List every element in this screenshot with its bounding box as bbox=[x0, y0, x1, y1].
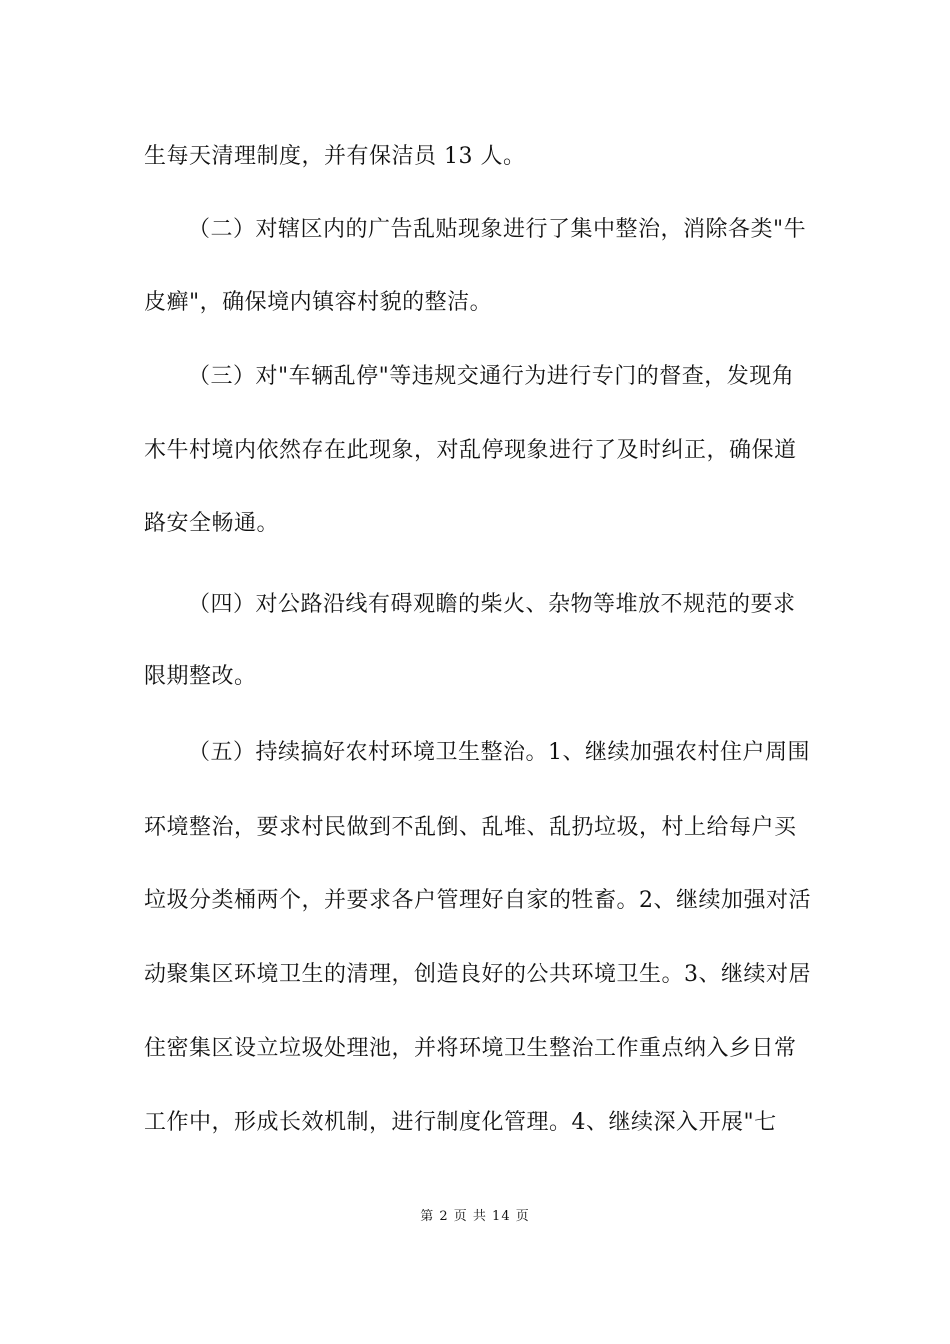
paragraph-2-line-1: （二）对辖区内的广告乱贴现象进行了集中整治，消除各类"牛 bbox=[188, 217, 807, 242]
paragraph-5-line-3: 垃圾分类桶两个，并要求各户管理好自家的牲畜。2、继续加强对活 bbox=[144, 888, 811, 913]
paragraph-5-line-5: 住密集区设立垃圾处理池，并将环境卫生整治工作重点纳入乡日常 bbox=[144, 1036, 797, 1061]
paragraph-5-line-4: 动聚集区环境卫生的清理，创造良好的公共环境卫生。3、继续对居 bbox=[144, 962, 811, 987]
paragraph-4-line-2: 限期整改。 bbox=[144, 664, 257, 689]
paragraph-5-line-2: 环境整治，要求村民做到不乱倒、乱堆、乱扔垃圾，村上给每户买 bbox=[144, 815, 797, 840]
paragraph-4-line-1: （四）对公路沿线有碍观瞻的柴火、杂物等堆放不规范的要求 bbox=[188, 592, 796, 617]
paragraph-5-line-6: 工作中，形成长效机制，进行制度化管理。4、继续深入开展"七 bbox=[144, 1110, 777, 1135]
paragraph-2-line-2: 皮癣"，确保境内镇容村貌的整洁。 bbox=[144, 290, 493, 315]
paragraph-3-line-3: 路安全畅通。 bbox=[144, 511, 280, 536]
paragraph-3-line-2: 木牛村境内依然存在此现象，对乱停现象进行了及时纠正，确保道 bbox=[144, 438, 797, 463]
text-line-1: 生每天清理制度，并有保洁员 13 人。 bbox=[144, 144, 526, 169]
paragraph-5-line-1: （五）持续搞好农村环境卫生整治。1、继续加强农村住户周围 bbox=[188, 740, 810, 765]
paragraph-3-line-1: （三）对"车辆乱停"等违规交通行为进行专门的督查，发现角 bbox=[188, 364, 795, 389]
page-footer: 第 2 页 共 14 页 bbox=[420, 1209, 530, 1224]
